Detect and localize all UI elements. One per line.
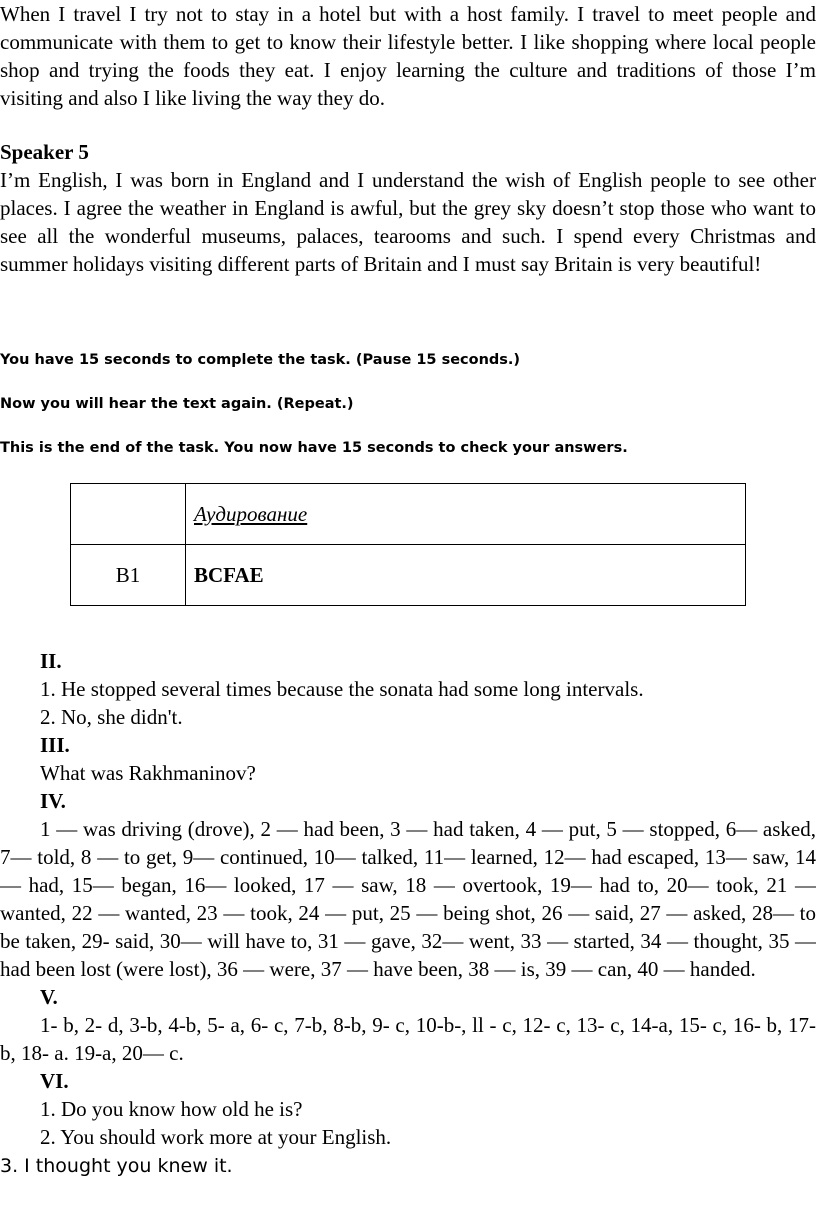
section-3-label: III. [40,733,70,757]
instruction-1: You have 15 seconds to complete the task. (Pause 15 seconds.) [0,352,521,368]
answer-table-row [71,545,746,606]
section-6-label: VI. [40,1069,69,1093]
answer-row-value: BCFAE [186,545,746,606]
instruction-2: Now you will hear the text again. (Repeat.) [0,396,354,412]
last-line: 3. I thought you knew it. [0,1155,233,1177]
answer-table-empty-cell [71,484,186,545]
section-5-text: 1- b, 2- d, 3-b, 4-b, 5- a, 6- c, 7-b, 8-b, 9- c, 10-b-, ll - c, 12- c, 13- c, 14-a, 15- c, 16- b, 17- b, 18- a. 19-a, 20— c. [0,1013,816,1065]
section-6-line-2: 2. You should work more at your English. [40,1125,392,1149]
answer-table-header: Аудирование [186,484,746,545]
speaker-5-heading: Speaker 5 [0,140,89,164]
section-4-text: 1 — was driving (drove), 2 — had been, 3 — had taken, 4 — put, 5 — stopped, 6— asked, 7— told, 8 — to get, 9— continued, 10— talked, 11— learned, 12— had escaped, 13— saw, 14— had, 15— began, 16— looked, 17 — saw, 18 — overtook, 19— had to, 20— took, 21 — wanted, 22 — wanted, 23 — took, 24 — put, 25 — being shot, 26 — said, 27 — asked, 28— to be taken, 29- said, 30— will have to, 31 — gave, 32— went, 33 — started, 34 — thought, 35 — had been lost (were lost), 36 — were, 37 — have been, 38 — is, 39 — can, 40 — handed. [0,817,816,981]
section-3-line-1: What was Rakhmaninov? [40,761,256,785]
section-2-label: II. [40,649,62,673]
speaker-5-text: I’m English, I was born in England and I understand the wish of English people to see other places. I agree the weather in England is awful, but the grey sky doesn’t stop those who want to see all the wonderful museums, palaces, tearooms and such. I spend every Christmas and summer holidays visiting different parts of Britain and I must say Britain is very beautiful! [0,168,816,276]
answer-table-header-row [71,484,746,545]
answer-table [70,483,746,606]
section-2-line-2: 2. No, she didn't. [40,705,183,729]
section-6-line-1: 1. Do you know how old he is? [40,1097,303,1121]
intro-paragraph: When I travel I try not to stay in a hotel but with a host family. I travel to meet people and communicate with them to get to know their lifestyle better. I like shopping where local people shop and trying the foods they eat. I enjoy learning the culture and traditions of those I’m visiting and also I like living the way they do. [0,2,816,110]
section-4-label: IV. [40,789,66,813]
answer-row-label: B1 [71,545,186,606]
section-5-label: V. [40,985,58,1009]
section-2 [0,647,816,1181]
section-2-line-1: 1. He stopped several times because the sonata had some long intervals. [40,677,644,701]
instruction-3: This is the end of the task. You now have 15 seconds to check your answers. [0,440,628,456]
